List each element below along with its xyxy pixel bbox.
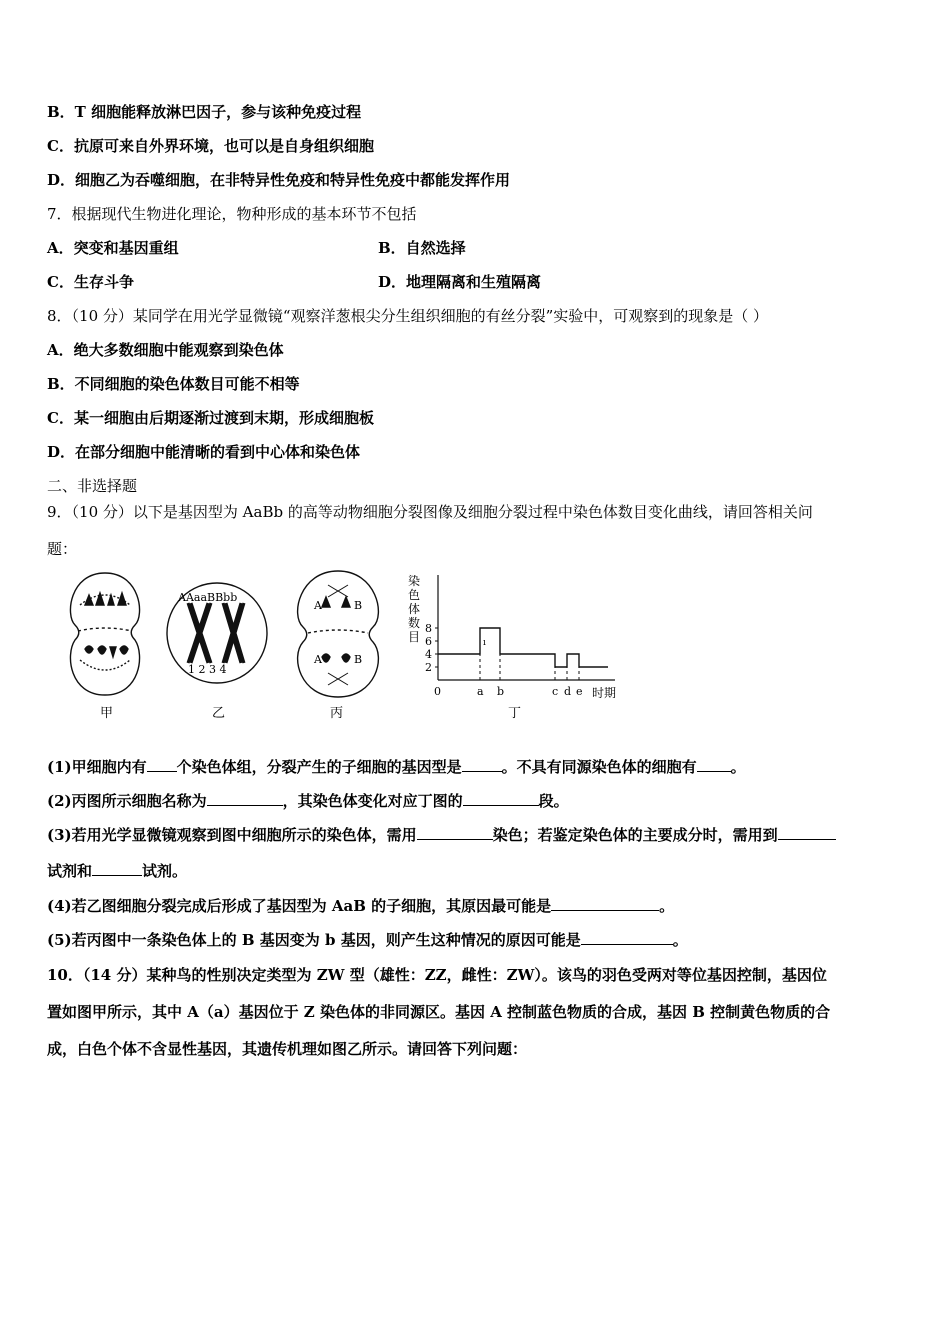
- q9-part1-text1: (1)甲细胞内有: [47, 758, 147, 776]
- q9-part3-cont: [47, 861, 187, 881]
- y-axis-label-char: 色: [408, 588, 421, 602]
- q9-part5-text2: 。: [672, 931, 688, 949]
- q9-part3-text1: (3)若用光学显微镜观察到图中细胞所示的染色体，需用: [47, 826, 417, 844]
- q9-part4-text2: 。: [659, 897, 675, 915]
- label-jia: 甲: [100, 706, 114, 721]
- q10-line1: 10．（14 分）某种鸟的性别决定类型为 ZW 型（雄性：ZZ，雌性：ZW）。该鸟的羽色受两对等位基因控制，基因位: [47, 966, 827, 984]
- q9-part2-text2: ，其染色体变化对应丁图的: [282, 792, 463, 810]
- answer-blank[interactable]: [462, 757, 502, 772]
- answer-blank[interactable]: [463, 791, 539, 806]
- bing-gene-a-bottom: A: [314, 653, 322, 666]
- q7-stem: 7．根据现代生物进化理论，物种形成的基本环节不包括: [47, 205, 417, 223]
- chart-ding: [408, 573, 616, 700]
- bing-gene-b-bottom: B: [354, 653, 363, 666]
- y-axis-label-char: 数: [408, 616, 421, 630]
- inner-mark: ı: [483, 638, 486, 648]
- q8-option-b: B．不同细胞的染色体数目可能不相等: [47, 375, 300, 393]
- y-tick-label: 8: [425, 622, 432, 635]
- y-tick-label: 4: [425, 648, 432, 661]
- y-axis-label-char: 体: [408, 602, 421, 616]
- q10-line2: 置如图甲所示，其中 A（a）基因位于 Z 染色体的非同源区。基因 A 控制蓝色物质的合成，基因 B 控制黄色物质的合: [47, 1003, 831, 1021]
- cell-jia: [70, 573, 139, 695]
- q7-option-a: A．突变和基因重组: [47, 239, 179, 257]
- q6-option-d: D．细胞乙为吞噬细胞，在非特异性免疫和特异性免疫中都能发挥作用: [47, 171, 511, 189]
- label-bing: 丙: [330, 706, 344, 721]
- cell-yi: [167, 583, 267, 683]
- q9-part5-text1: (5)若丙图中一条染色体上的 B 基因变为 b 基因，则产生这种情况的原因可能是: [47, 931, 581, 949]
- yi-chromosome-numbers: 1 2 3 4: [188, 663, 227, 676]
- label-yi: 乙: [212, 706, 226, 721]
- q9-part3-text2: 染色；若鉴定染色体的主要成分时，需用到: [492, 826, 778, 844]
- answer-blank[interactable]: [697, 757, 731, 772]
- answer-blank[interactable]: [92, 861, 142, 876]
- q9-part2-text1: (2)丙图所示细胞名称为: [47, 792, 207, 810]
- q9-part2-text3: 段。: [538, 792, 569, 810]
- answer-blank[interactable]: [581, 930, 673, 945]
- answer-blank[interactable]: [207, 791, 283, 806]
- bing-gene-b-top: B: [354, 599, 363, 612]
- q9-stem-line2: 题：: [47, 540, 78, 558]
- q9-part4: [47, 896, 674, 916]
- q9-part2: [47, 791, 569, 811]
- q10-line3: 成，白色个体不含显性基因，其遗传机理如图乙所示。请回答下列问题：: [47, 1040, 528, 1058]
- answer-blank[interactable]: [778, 825, 836, 840]
- label-ding: 丁: [508, 706, 522, 721]
- yi-gene-labels: AAaaBBbb: [178, 591, 238, 604]
- x-tick-label: a: [477, 685, 484, 698]
- answer-blank[interactable]: [417, 825, 493, 840]
- q7-option-d: D．地理隔离和生殖隔离: [378, 273, 542, 291]
- q9-part4-text1: (4)若乙图细胞分裂完成后形成了基因型为 AaB 的子细胞，其原因最可能是: [47, 897, 552, 915]
- answer-blank[interactable]: [551, 896, 659, 911]
- q6-option-c: C．抗原可来自外界环境，也可以是自身组织细胞: [47, 137, 374, 155]
- q9-figure: [60, 565, 660, 735]
- q7-option-c: C．生存斗争: [47, 273, 134, 291]
- bing-gene-a-top: A: [314, 599, 322, 612]
- q9-part1-text4: 。: [730, 758, 746, 776]
- x-tick-label: e: [576, 685, 583, 698]
- figure-svg: [60, 565, 660, 735]
- q9-part3: [47, 825, 836, 845]
- q8-option-d: D．在部分细胞中能清晰的看到中心体和染色体: [47, 443, 361, 461]
- x-tick-label: b: [497, 685, 505, 698]
- q7-option-b: B．自然选择: [378, 239, 466, 257]
- q8-option-c: C．某一细胞由后期逐渐过渡到末期，形成细胞板: [47, 409, 374, 427]
- q9-part1-text2: 个染色体组，分裂产生的子细胞的基因型是: [176, 758, 462, 776]
- q8-stem: 8．（10 分）某同学在用光学显微镜“观察洋葱根尖分生组织细胞的有丝分裂”实验中，可观察到的现象是（ ）: [47, 307, 769, 325]
- q9-part1-text3: 。不具有同源染色体的细胞有: [501, 758, 697, 776]
- q9-part3b-text2: 试剂。: [142, 862, 188, 880]
- y-tick-label: 6: [425, 635, 432, 648]
- q6-option-b: B．T 细胞能释放淋巴因子，参与该种免疫过程: [47, 103, 362, 121]
- x-origin-label: 0: [434, 685, 441, 698]
- y-axis-label-char: 目: [408, 630, 421, 644]
- q8-option-a: A．绝大多数细胞中能观察到染色体: [47, 341, 284, 359]
- q9-part5: [47, 930, 688, 950]
- series-line: [438, 628, 608, 667]
- x-tick-label: d: [564, 685, 572, 698]
- x-tick-label: c: [552, 685, 559, 698]
- q9-stem-line1: 9．（10 分）以下是基因型为 AaBb 的高等动物细胞分裂图像及细胞分裂过程中染色体数目变化曲线，请回答相关问: [47, 503, 813, 521]
- x-axis-label: 时期: [592, 686, 617, 700]
- y-axis-label-char: 染: [408, 574, 421, 588]
- section-title: 二、非选择题: [47, 477, 138, 495]
- q9-part3b-text1: 试剂和: [47, 862, 93, 880]
- y-tick-label: 2: [425, 661, 432, 674]
- cell-bing: [298, 571, 379, 697]
- answer-blank[interactable]: [147, 757, 177, 772]
- q9-part1: [47, 757, 746, 777]
